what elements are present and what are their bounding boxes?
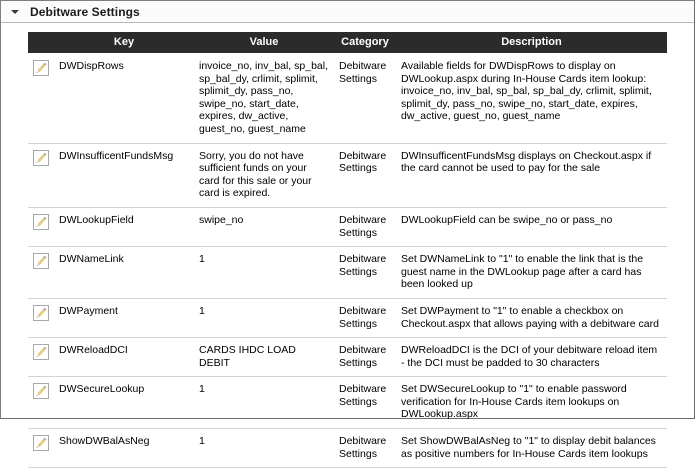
cell-value-text: invoice_no, inv_bal, sp_bal, sp_bal_dy, crlimit, splimit, splimit_dy, pass_no, swipe_no, start_date, expires, dw_active, guest_no, guest_name <box>194 53 334 143</box>
cell-key-text: DWLookupField <box>54 207 194 246</box>
column-header-edit <box>28 32 54 53</box>
cell-category-text: Debitware Settings <box>334 207 396 246</box>
column-header-description[interactable]: Description <box>396 32 667 53</box>
table-row <box>28 207 667 246</box>
cell-value-text: 1 <box>194 429 334 468</box>
edit-cell <box>28 429 54 468</box>
table-row <box>28 53 667 143</box>
cell-key-text: DWNameLink <box>54 247 194 299</box>
table-row <box>28 338 667 377</box>
edit-cell <box>28 298 54 337</box>
cell-description-text: Set DWSecureLookup to "1" to enable password verification for In-House Cards item lookups on DWLookup.aspx <box>396 377 667 429</box>
table-row <box>28 247 667 299</box>
cell-description-text: Set DWNameLink to "1" to enable the link that is the guest name in the DWLookup page after a card has been looked up <box>396 247 667 299</box>
table-row <box>28 429 667 468</box>
pencil-edit-icon[interactable] <box>33 60 49 76</box>
cell-category-text: Debitware Settings <box>334 247 396 299</box>
cell-category-text: Debitware Settings <box>334 338 396 377</box>
table-header-row <box>28 32 667 53</box>
cell-value-text: Sorry, you do not have sufficient funds on your card for this sale or your card is expired. <box>194 143 334 207</box>
pencil-edit-icon[interactable] <box>33 344 49 360</box>
pencil-edit-icon[interactable] <box>33 383 49 399</box>
cell-description-text: Available fields for DWDispRows to display on DWLookup.aspx during In-House Cards item lookup: invoice_no, inv_bal, sp_bal, sp_bal_dy, crlimit, splimit, splimit_dy, pass_no, swipe_no, start_date, expires, dw_active, guest_no, guest_name <box>396 53 667 143</box>
edit-cell <box>28 247 54 299</box>
pencil-edit-icon[interactable] <box>33 214 49 230</box>
page-title: Debitware Settings <box>30 4 140 19</box>
cell-category-text: Debitware Settings <box>334 298 396 337</box>
cell-description-text: DWLookupField can be swipe_no or pass_no <box>396 207 667 246</box>
cell-value-text: 1 <box>194 247 334 299</box>
cell-key-text: ShowDWBalAsNeg <box>54 429 194 468</box>
edit-cell <box>28 53 54 143</box>
cell-key-text: DWDispRows <box>54 53 194 143</box>
pencil-edit-icon[interactable] <box>33 150 49 166</box>
cell-value-text: 1 <box>194 298 334 337</box>
cell-description-text: DWReloadDCI is the DCI of your debitware reload item - the DCI must be padded to 30 characters <box>396 338 667 377</box>
triangle-down-icon[interactable] <box>9 6 21 18</box>
pencil-edit-icon[interactable] <box>33 253 49 269</box>
edit-cell <box>28 338 54 377</box>
column-header-value[interactable]: Value <box>194 32 334 53</box>
cell-category-text: Debitware Settings <box>334 429 396 468</box>
cell-category-text: Debitware Settings <box>334 53 396 143</box>
cell-value-text: CARDS IHDC LOAD DEBIT <box>194 338 334 377</box>
cell-key-text: DWSecureLookup <box>54 377 194 429</box>
cell-key-text: DWPayment <box>54 298 194 337</box>
edit-cell <box>28 143 54 207</box>
cell-description-text: Set DWPayment to "1" to enable a checkbox on Checkout.aspx that allows paying with a debitware card <box>396 298 667 337</box>
cell-description-text: Set ShowDWBalAsNeg to "1" to display debit balances as positive numbers for In-House Cards item lookups <box>396 429 667 468</box>
table-row <box>28 143 667 207</box>
column-header-key[interactable]: Key <box>54 32 194 53</box>
column-header-category[interactable]: Category <box>334 32 396 53</box>
table-body <box>28 53 667 468</box>
table-header <box>28 32 667 53</box>
cell-category-text: Debitware Settings <box>334 377 396 429</box>
settings-table <box>28 32 667 468</box>
panel-titlebar <box>1 1 694 23</box>
pencil-edit-icon[interactable] <box>33 305 49 321</box>
cell-key-text: DWReloadDCI <box>54 338 194 377</box>
edit-cell <box>28 207 54 246</box>
panel-body <box>1 23 694 460</box>
pencil-edit-icon[interactable] <box>33 435 49 451</box>
table-row <box>28 298 667 337</box>
cell-key-text: DWInsufficentFundsMsg <box>54 143 194 207</box>
cell-value-text: swipe_no <box>194 207 334 246</box>
cell-value-text: 1 <box>194 377 334 429</box>
triangle-down-glyph <box>11 10 19 14</box>
cell-category-text: Debitware Settings <box>334 143 396 207</box>
cell-description-text: DWInsufficentFundsMsg displays on Checkout.aspx if the card cannot be used to pay for the sale <box>396 143 667 207</box>
